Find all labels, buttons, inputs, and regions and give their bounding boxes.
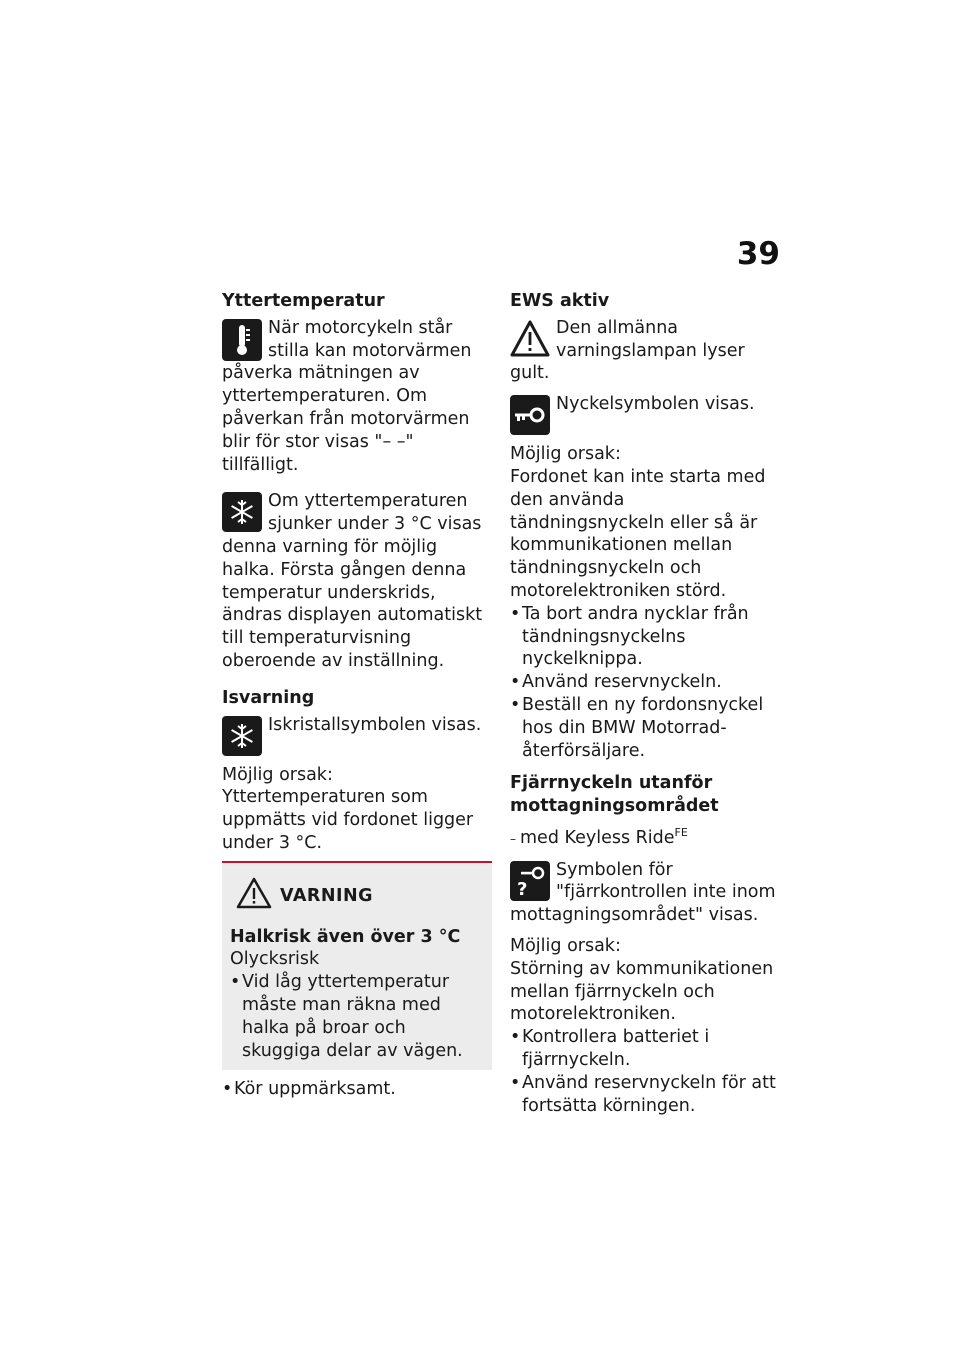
remote-key-heading: Fjärrnyckeln utanför mottagningsområdet bbox=[510, 773, 719, 817]
svg-text:?: ? bbox=[517, 878, 528, 897]
snowflake-icon bbox=[222, 716, 262, 756]
remote-cause-label: Möjlig orsak: bbox=[510, 935, 621, 956]
snowflake-icon bbox=[222, 492, 262, 532]
outside-temperature-section bbox=[222, 290, 492, 476]
list-item: • Kontrollera batteriet i fjärrnyckeln. bbox=[510, 1026, 780, 1072]
remote-option-text: med Keyless Ride bbox=[520, 827, 675, 848]
outside-temperature-row bbox=[222, 317, 492, 477]
left-column bbox=[222, 290, 492, 1101]
list-item: • Använd reservnyckeln för att fortsätta körningen. bbox=[510, 1072, 780, 1118]
list-item: • Kör uppmärksamt. bbox=[222, 1078, 492, 1101]
key-icon bbox=[510, 395, 550, 435]
after-box-bullets bbox=[222, 1078, 492, 1101]
remote-key-section bbox=[510, 772, 780, 1117]
warning-header bbox=[236, 877, 484, 916]
page-number: 39 bbox=[736, 236, 780, 272]
thermometer-icon bbox=[222, 319, 262, 361]
ice-cause-text: Yttertemperaturen som uppmätts vid fordonet ligger under 3 °C. bbox=[222, 787, 474, 853]
ews-bullets bbox=[510, 603, 780, 763]
ews-line2: Nyckelsymbolen visas. bbox=[556, 394, 755, 415]
frost-note-text: Om yttertemperaturen sjunker under 3 °C visas denna varning för möjlig halka. Första gången denna temperatur underskrids, ändras displayen automatiskt till temperaturvisning oberoende av inställning. bbox=[222, 491, 483, 671]
remote-cause-text: Störning av kommunikationen mellan fjärrnyckeln och motorelektroniken. bbox=[510, 958, 774, 1025]
remote-option-sup: FE bbox=[674, 825, 688, 839]
ice-warning-heading: Isvarning bbox=[222, 687, 315, 708]
ice-cause-label: Möjlig orsak: bbox=[222, 764, 333, 785]
ice-warning-row bbox=[222, 714, 492, 756]
remote-key-option bbox=[510, 822, 780, 851]
remote-key-row bbox=[510, 859, 780, 927]
warning-title: VARNING bbox=[280, 885, 374, 906]
outside-temperature-heading: Yttertemperatur bbox=[222, 291, 385, 311]
warning-risk: Olycksrisk bbox=[230, 949, 320, 970]
ews-cause-label: Möjlig orsak: bbox=[510, 444, 621, 465]
ice-warning-text: Iskristallsymbolen visas. bbox=[268, 714, 482, 735]
option-dash: – bbox=[510, 831, 516, 846]
list-item: • Ta bort andra nycklar från tändningsnyckelns nyckelknippa. bbox=[510, 603, 780, 671]
list-item: • Beställ en ny fordonsnyckel hos din BMW Motorrad-återförsäljare. bbox=[510, 694, 780, 762]
warning-box bbox=[222, 861, 492, 1071]
warning-bullets bbox=[230, 971, 484, 1062]
ews-key-row bbox=[510, 393, 780, 435]
remote-bullets bbox=[510, 1026, 780, 1117]
warning-lamp-icon bbox=[510, 319, 550, 359]
warning-triangle-icon bbox=[236, 877, 272, 916]
outside-temperature-text: När motorcykeln står stilla kan motorvärmen påverka mätningen av yttertemperaturen. Om påverkan från motorvärmen blir för stor visas "– –" tillfälligt. bbox=[222, 317, 472, 475]
frost-note-section bbox=[222, 490, 492, 672]
list-item: • Vid låg yttertemperatur måste man räkna med halka på broar och skuggiga delar av vägen. bbox=[230, 971, 484, 1062]
warning-subtitle: Halkrisk även över 3 °C bbox=[230, 926, 461, 947]
remote-key-question-icon bbox=[510, 861, 550, 901]
ews-section bbox=[510, 290, 780, 762]
ews-warning-row bbox=[510, 317, 780, 385]
ews-line1: Den allmänna varningslampan lyser gult. bbox=[510, 317, 745, 384]
ice-warning-section bbox=[222, 687, 492, 855]
right-column bbox=[510, 290, 780, 1117]
ews-heading: EWS aktiv bbox=[510, 291, 610, 311]
list-item: • Använd reservnyckeln. bbox=[510, 671, 780, 694]
remote-key-text: Symbolen för "fjärrkontrollen inte inom mottagningsområdet" visas. bbox=[510, 859, 776, 926]
ews-cause-text: Fordonet kan inte starta med den använda tändningsnyckeln eller så är kommunikationen mellan tändningsnyckeln och motorelektroniken störd. bbox=[510, 466, 766, 601]
